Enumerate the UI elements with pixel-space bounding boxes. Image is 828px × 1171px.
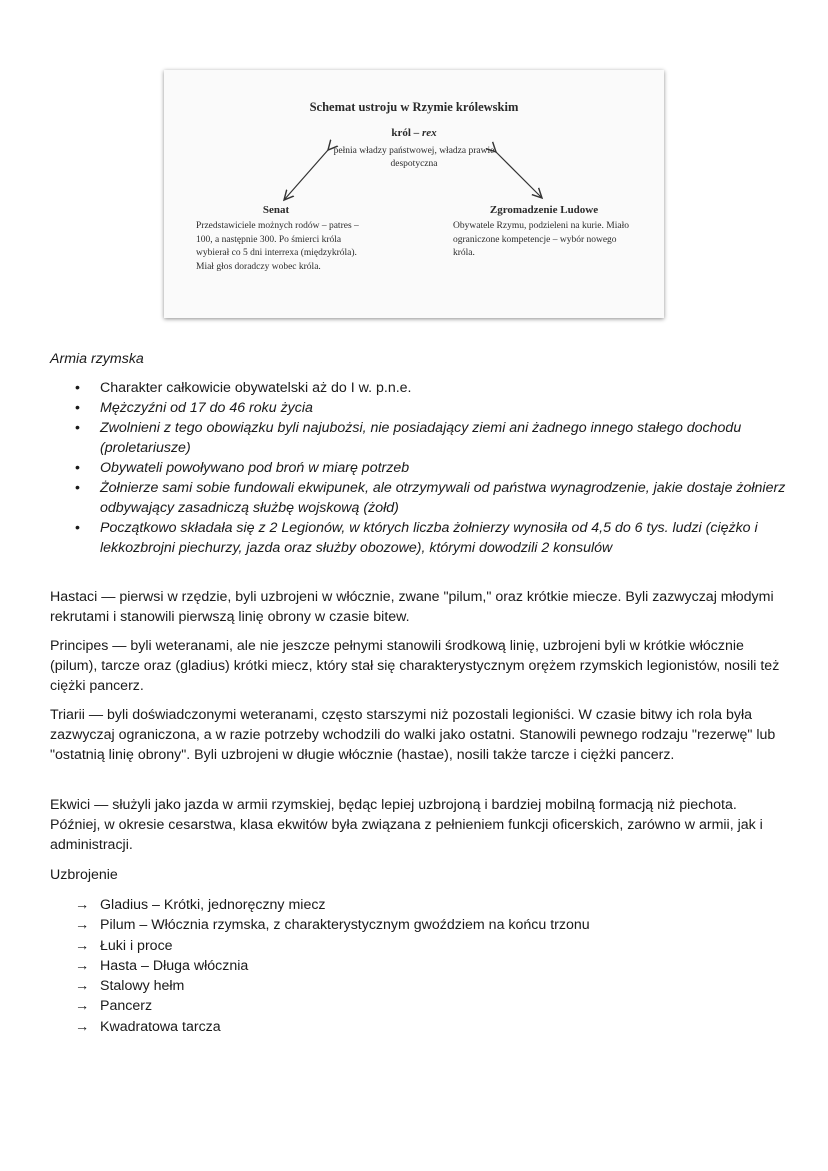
list-item: → Pancerz bbox=[50, 996, 790, 1016]
list-item: → Pilum – Włócznia rzymska, z charakterystycznym gwoździem na końcu trzonu bbox=[50, 915, 790, 935]
list-item: • Obywateli powoływano pod broń w miarę potrzeb bbox=[75, 460, 410, 476]
diagram-assembly-description: Obywatele Rzymu, podzieleni na kurie. Miało ograniczone kompetencje – wybór nowego króla. bbox=[453, 221, 629, 258]
weapons-heading: Uzbrojenie bbox=[50, 867, 118, 883]
diagram-title: Schemat ustroju w Rzymie królewskim bbox=[309, 100, 519, 114]
king-term: rex bbox=[421, 127, 437, 139]
list-item: • Żołnierze sami sobie fundowali ekwipunek, ale otrzymywali od państwa wynagrodzenie, jakie dostaje żołnierz odbywający zasadniczą służbę wojskową (żołd) bbox=[75, 480, 786, 516]
list-item: • Mężczyźni od 17 do 46 roku życia bbox=[75, 400, 313, 416]
arrow-right-icon: → bbox=[75, 998, 90, 1015]
army-bullet-list bbox=[50, 378, 790, 558]
list-item: → Gladius – Krótki, jednoręczny miecz bbox=[50, 895, 790, 915]
bullet-icon: • bbox=[75, 520, 80, 536]
weapons-list bbox=[50, 895, 790, 1037]
paragraph-triarii: Triarii — byli doświadczonymi weteranami, często starszymi niż pozostali legioniści. W czasie bitwy ich rola była zazwyczaj ograniczona, a w razie potrzeby wchodzili do walki jako ostatni. Stanowili pewnego rodzaju "rezerwę" lub "ostatnią linię obrony". Byli uzbrojeni w długie włócznie (hastae), nosili także tarcze i ciężki pancerz. bbox=[50, 707, 776, 763]
list-item: • Zwolnieni z tego obowiązku byli najubożsi, nie posiadający ziemi ani żadnego innego stałego dochodu (proletariusze) bbox=[75, 420, 742, 456]
bullet-icon: • bbox=[75, 480, 80, 496]
bullet-icon: • bbox=[75, 400, 80, 416]
paragraph-ekwici: Ekwici — służyli jako jazda w armii rzymskiej, będąc lepiej uzbrojoną i bardziej mobilną formacją niż piechota. Później, w okresie cesarstwa, klasa ekwitów była związana z pełnieniem funkcji oficerskich, zarówno w armii, jak i administracji. bbox=[50, 797, 763, 853]
king-label: król – bbox=[391, 127, 422, 139]
diagram-king bbox=[164, 127, 664, 139]
diagram-king-description: pełnia władzy państwowej, władza prawie despotyczna bbox=[333, 146, 495, 169]
list-item: → Kwadratowa tarcza bbox=[50, 1017, 790, 1037]
arrow-right-icon: → bbox=[75, 1018, 90, 1035]
arrow-right-icon: → bbox=[75, 937, 90, 954]
diagram-assembly-title: Zgromadzenie Ludowe bbox=[489, 204, 599, 216]
list-item: • Początkowo składała się z 2 Legionów, w których liczba żołnierzy wynosiła od 4,5 do 6 tys. ludzi (ciężko i lekkozbrojni piechurzy, jazda oraz służby obozowe), którymi dowodzili 2 konsulów bbox=[75, 520, 758, 556]
paragraph-hastaci: Hastaci — pierwsi w rzędzie, byli uzbrojeni w włócznie, zwane "pilum," oraz krótkie miecze. Byli zazwyczaj młodymi rekrutami i stanowili pierwszą linię obrony w czasie bitew. bbox=[50, 589, 774, 625]
arrow-right-icon: → bbox=[75, 917, 90, 934]
bullet-icon: • bbox=[75, 420, 80, 436]
list-item: → Łuki i proce bbox=[50, 936, 790, 956]
bullet-icon: • bbox=[75, 380, 80, 396]
list-item: → Stalowy hełm bbox=[50, 976, 790, 996]
arrow-right-icon: → bbox=[75, 978, 90, 995]
diagram-senat-title: Senat bbox=[262, 204, 290, 216]
list-item: → Hasta – Długa włócznia bbox=[50, 956, 790, 976]
army-heading: Armia rzymska bbox=[50, 351, 144, 367]
diagram-senat-description: Przedstawiciele możnych rodów – patres – 100, a następnie 300. Po śmierci króla wybierał co 5 dni interrexa (międzykróla). Miał głos doradczy wobec króla. bbox=[196, 221, 359, 272]
bullet-icon: • bbox=[75, 460, 80, 476]
government-diagram-image bbox=[164, 70, 664, 318]
paragraph-principes: Principes — byli weteranami, ale nie jeszcze pełnymi stanowili środkową linię, uzbrojeni byli w krótkie włócznie (pilum), tarcze oraz (gladius) krótki miecz, który stał się charakterystycznym orężem rzymskich legionistów, nosili też ciężki pancerz. bbox=[50, 638, 780, 694]
arrow-right-icon: → bbox=[75, 957, 90, 974]
list-item: • Charakter całkowicie obywatelski aż do I w. p.n.e. bbox=[75, 380, 412, 396]
arrow-right-icon: → bbox=[75, 897, 90, 913]
arrow-king-senat bbox=[284, 150, 328, 200]
